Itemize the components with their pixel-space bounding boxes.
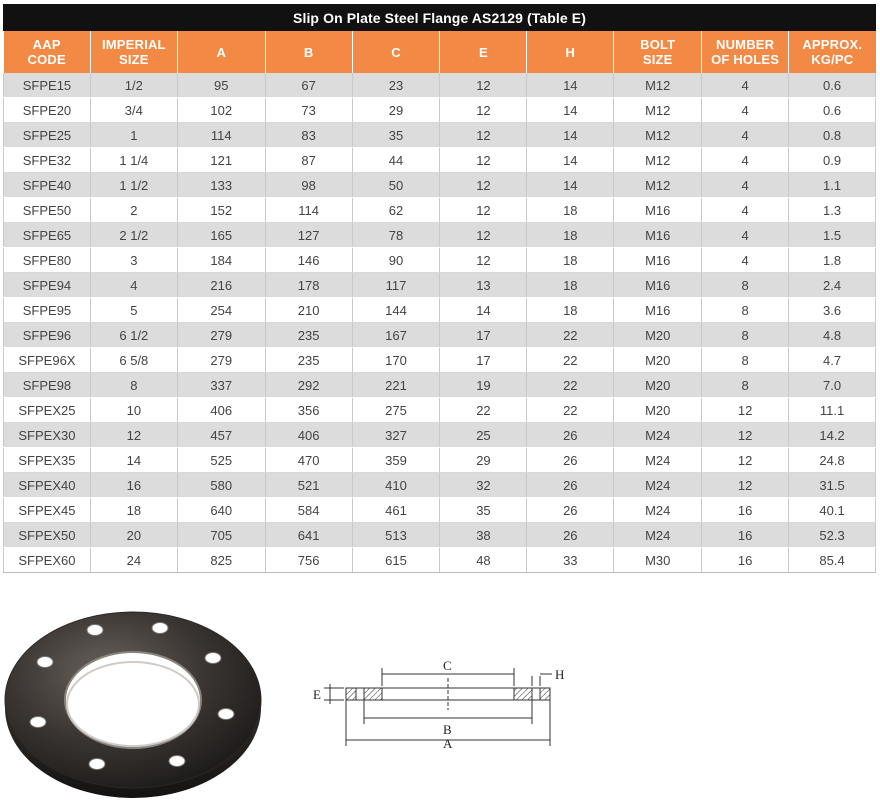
table-row xyxy=(4,498,876,523)
table-cell: 2 xyxy=(90,198,177,223)
table-cell: 16 xyxy=(90,473,177,498)
table-row xyxy=(4,348,876,373)
column-header-line: SIZE xyxy=(642,52,673,67)
table-cell: 18 xyxy=(527,248,614,273)
table-cell: 4 xyxy=(702,73,789,98)
table-cell: 73 xyxy=(265,98,352,123)
table-row xyxy=(4,448,876,473)
table-header xyxy=(4,31,876,73)
table-cell: 22 xyxy=(527,398,614,423)
table-cell: 1 1/4 xyxy=(90,148,177,173)
column-header-line: APPROX. xyxy=(802,37,863,52)
table-row xyxy=(4,123,876,148)
table-cell: 641 xyxy=(265,523,352,548)
table-cell: M30 xyxy=(614,548,702,573)
table-cell: SFPEX30 xyxy=(4,423,91,448)
column-header-line: BOLT xyxy=(640,37,676,52)
table-cell: SFPEX60 xyxy=(4,548,91,573)
table-cell: 184 xyxy=(177,248,265,273)
table-cell: 221 xyxy=(352,373,440,398)
table-cell: M12 xyxy=(614,123,702,148)
table-cell: 406 xyxy=(265,423,352,448)
table-cell: 102 xyxy=(177,98,265,123)
table-cell: 14 xyxy=(90,448,177,473)
table-cell: M24 xyxy=(614,423,702,448)
table-cell: 12 xyxy=(440,248,527,273)
dim-label-e: E xyxy=(313,687,321,702)
table-cell: 170 xyxy=(352,348,440,373)
table-cell: SFPEX40 xyxy=(4,473,91,498)
table-cell: 14 xyxy=(527,73,614,98)
table-cell: 12 xyxy=(90,423,177,448)
table-cell: 12 xyxy=(702,473,789,498)
table-cell: 1.8 xyxy=(789,248,876,273)
table-cell: 26 xyxy=(527,423,614,448)
header-row xyxy=(4,31,876,73)
table-cell: M12 xyxy=(614,73,702,98)
table-cell: 16 xyxy=(702,523,789,548)
table-cell: 4 xyxy=(702,223,789,248)
table-row xyxy=(4,523,876,548)
column-header-line: E xyxy=(478,44,488,60)
table-cell: 114 xyxy=(177,123,265,148)
table-cell: 13 xyxy=(440,273,527,298)
table-row xyxy=(4,473,876,498)
table-cell: M24 xyxy=(614,498,702,523)
table-cell: 24 xyxy=(90,548,177,573)
table-cell: 235 xyxy=(265,348,352,373)
table-cell: 4.7 xyxy=(789,348,876,373)
dim-label-b: B xyxy=(443,722,452,737)
table-cell: SFPE96X xyxy=(4,348,91,373)
table-cell: 12 xyxy=(440,223,527,248)
table-cell: 14 xyxy=(527,98,614,123)
table-cell: 279 xyxy=(177,323,265,348)
table-cell: 327 xyxy=(352,423,440,448)
table-cell: 279 xyxy=(177,348,265,373)
table-cell: 12 xyxy=(440,73,527,98)
table-cell: 67 xyxy=(265,73,352,98)
table-cell: SFPE20 xyxy=(4,98,91,123)
column-header xyxy=(90,31,177,73)
table-cell: 8 xyxy=(702,298,789,323)
table-cell: M12 xyxy=(614,98,702,123)
table-row xyxy=(4,98,876,123)
table-cell: 38 xyxy=(440,523,527,548)
table-cell: 5 xyxy=(90,298,177,323)
dim-label-a: A xyxy=(443,736,453,750)
table-cell: 580 xyxy=(177,473,265,498)
table-cell: SFPE50 xyxy=(4,198,91,223)
column-header xyxy=(352,31,440,73)
table-cell: 23 xyxy=(352,73,440,98)
table-cell: 35 xyxy=(440,498,527,523)
table-cell: M12 xyxy=(614,148,702,173)
table-cell: 114 xyxy=(265,198,352,223)
table-cell: 50 xyxy=(352,173,440,198)
table-cell: 85.4 xyxy=(789,548,876,573)
table-cell: SFPE96 xyxy=(4,323,91,348)
table-cell: 22 xyxy=(440,398,527,423)
table-cell: 14 xyxy=(527,123,614,148)
table-cell: 1 1/2 xyxy=(90,173,177,198)
table-cell: SFPE32 xyxy=(4,148,91,173)
column-header xyxy=(177,31,265,73)
table-cell: 825 xyxy=(177,548,265,573)
table-cell: M24 xyxy=(614,448,702,473)
table-cell: 2 1/2 xyxy=(90,223,177,248)
table-cell: 0.8 xyxy=(789,123,876,148)
table-cell: 356 xyxy=(265,398,352,423)
table-cell: SFPE15 xyxy=(4,73,91,98)
table-cell: 18 xyxy=(527,273,614,298)
table-cell: 16 xyxy=(702,548,789,573)
table-cell: 19 xyxy=(440,373,527,398)
table-cell: 62 xyxy=(352,198,440,223)
table-title: Slip On Plate Steel Flange AS2129 (Table E) xyxy=(3,4,876,31)
table-cell: 756 xyxy=(265,548,352,573)
dim-label-h: H xyxy=(555,667,565,682)
table-cell: M20 xyxy=(614,348,702,373)
table-cell: SFPEX35 xyxy=(4,448,91,473)
column-header-line: NUMBER xyxy=(715,37,775,52)
table-cell: M16 xyxy=(614,248,702,273)
table-cell: 26 xyxy=(527,498,614,523)
column-header xyxy=(614,31,702,73)
table-cell: 127 xyxy=(265,223,352,248)
table-cell: 146 xyxy=(265,248,352,273)
table-cell: 133 xyxy=(177,173,265,198)
table-cell: 35 xyxy=(352,123,440,148)
table-cell: 8 xyxy=(702,373,789,398)
table-cell: 1.5 xyxy=(789,223,876,248)
table-cell: 26 xyxy=(527,523,614,548)
table-body xyxy=(4,73,876,573)
table-row xyxy=(4,398,876,423)
table-cell: 14 xyxy=(527,148,614,173)
table-cell: M12 xyxy=(614,173,702,198)
flange-dimension-drawing xyxy=(300,650,580,750)
column-header-line: AAP xyxy=(32,37,61,52)
table-cell: 640 xyxy=(177,498,265,523)
table-cell: 1.1 xyxy=(789,173,876,198)
column-header-line: IMPERIAL xyxy=(101,37,166,52)
table-cell: 14 xyxy=(440,298,527,323)
table-cell: 31.5 xyxy=(789,473,876,498)
table-cell: 165 xyxy=(177,223,265,248)
table-row xyxy=(4,148,876,173)
table-cell: 6 5/8 xyxy=(90,348,177,373)
table-cell: 22 xyxy=(527,373,614,398)
column-header-line: SIZE xyxy=(118,52,149,67)
table-cell: 18 xyxy=(90,498,177,523)
table-cell: 29 xyxy=(352,98,440,123)
table-cell: 40.1 xyxy=(789,498,876,523)
table-cell: 12 xyxy=(440,148,527,173)
table-cell: 12 xyxy=(702,398,789,423)
table-cell: 26 xyxy=(527,448,614,473)
table-cell: 8 xyxy=(90,373,177,398)
table-row xyxy=(4,223,876,248)
table-cell: 12 xyxy=(702,423,789,448)
table-cell: M16 xyxy=(614,198,702,223)
column-header-line: C xyxy=(391,44,401,60)
table-cell: 521 xyxy=(265,473,352,498)
column-header xyxy=(789,31,876,73)
table-cell: 33 xyxy=(527,548,614,573)
table-cell: 12 xyxy=(702,448,789,473)
table-row xyxy=(4,298,876,323)
table-cell: 292 xyxy=(265,373,352,398)
table-cell: 470 xyxy=(265,448,352,473)
table-cell: 87 xyxy=(265,148,352,173)
table-cell: 12 xyxy=(440,173,527,198)
table-cell: M20 xyxy=(614,323,702,348)
table-cell: 615 xyxy=(352,548,440,573)
table-row xyxy=(4,373,876,398)
column-header-line: B xyxy=(303,44,314,60)
column-header-line: A xyxy=(216,44,227,60)
column-header xyxy=(265,31,352,73)
table-row xyxy=(4,173,876,198)
table-cell: 152 xyxy=(177,198,265,223)
table-cell: 20 xyxy=(90,523,177,548)
table-cell: 16 xyxy=(702,498,789,523)
dim-label-c: C xyxy=(443,658,452,673)
table-cell: 8 xyxy=(702,273,789,298)
table-cell: 0.6 xyxy=(789,73,876,98)
table-cell: 48 xyxy=(440,548,527,573)
table-cell: 12 xyxy=(440,198,527,223)
table-cell: 1 xyxy=(90,123,177,148)
column-header xyxy=(4,31,91,73)
table-cell: 4 xyxy=(702,123,789,148)
table-cell: 275 xyxy=(352,398,440,423)
table-cell: SFPE40 xyxy=(4,173,91,198)
table-cell: SFPE94 xyxy=(4,273,91,298)
table-row xyxy=(4,323,876,348)
flange-spec-table xyxy=(3,31,876,573)
table-cell: 406 xyxy=(177,398,265,423)
table-cell: 0.9 xyxy=(789,148,876,173)
table-cell: 117 xyxy=(352,273,440,298)
table-cell: 3.6 xyxy=(789,298,876,323)
table-cell: 98 xyxy=(265,173,352,198)
table-cell: 254 xyxy=(177,298,265,323)
table-cell: 461 xyxy=(352,498,440,523)
table-cell: 78 xyxy=(352,223,440,248)
table-cell: 4 xyxy=(702,173,789,198)
table-cell: 32 xyxy=(440,473,527,498)
table-cell: 52.3 xyxy=(789,523,876,548)
flange-photo xyxy=(0,596,266,804)
table-cell: 1.3 xyxy=(789,198,876,223)
table-row xyxy=(4,198,876,223)
table-cell: 210 xyxy=(265,298,352,323)
table-cell: 29 xyxy=(440,448,527,473)
column-header-line: H xyxy=(565,44,576,60)
table-cell: M16 xyxy=(614,298,702,323)
table-cell: M16 xyxy=(614,223,702,248)
table-cell: 513 xyxy=(352,523,440,548)
table-cell: 95 xyxy=(177,73,265,98)
table-cell: 4 xyxy=(702,98,789,123)
table-cell: 4.8 xyxy=(789,323,876,348)
table-cell: M16 xyxy=(614,273,702,298)
table-cell: 11.1 xyxy=(789,398,876,423)
table-cell: 10 xyxy=(90,398,177,423)
table-cell: 17 xyxy=(440,348,527,373)
table-row xyxy=(4,273,876,298)
table-cell: M24 xyxy=(614,523,702,548)
column-header-line: KG/PC xyxy=(811,52,854,67)
table-cell: M20 xyxy=(614,373,702,398)
column-header-line: OF HOLES xyxy=(711,52,780,67)
column-header-line: CODE xyxy=(27,52,66,67)
table-cell: 6 1/2 xyxy=(90,323,177,348)
table-cell: SFPE80 xyxy=(4,248,91,273)
table-cell: 178 xyxy=(265,273,352,298)
table-cell: 26 xyxy=(527,473,614,498)
table-cell: SFPE98 xyxy=(4,373,91,398)
table-cell: M24 xyxy=(614,473,702,498)
table-cell: 8 xyxy=(702,323,789,348)
table-cell: 44 xyxy=(352,148,440,173)
table-cell: SFPEX45 xyxy=(4,498,91,523)
table-cell: 4 xyxy=(702,248,789,273)
table-cell: 337 xyxy=(177,373,265,398)
table-cell: 359 xyxy=(352,448,440,473)
table-cell: 22 xyxy=(527,323,614,348)
table-cell: 410 xyxy=(352,473,440,498)
table-cell: SFPE65 xyxy=(4,223,91,248)
table-cell: 24.8 xyxy=(789,448,876,473)
table-cell: 2.4 xyxy=(789,273,876,298)
table-cell: 121 xyxy=(177,148,265,173)
table-cell: 235 xyxy=(265,323,352,348)
table-cell: 216 xyxy=(177,273,265,298)
table-cell: 457 xyxy=(177,423,265,448)
table-cell: 83 xyxy=(265,123,352,148)
column-header xyxy=(440,31,527,73)
table-cell: SFPEX50 xyxy=(4,523,91,548)
table-cell: 584 xyxy=(265,498,352,523)
column-header xyxy=(527,31,614,73)
table-cell: SFPE25 xyxy=(4,123,91,148)
table-cell: M20 xyxy=(614,398,702,423)
table-cell: 22 xyxy=(527,348,614,373)
table-cell: 14.2 xyxy=(789,423,876,448)
table-cell: 4 xyxy=(702,198,789,223)
table-cell: 17 xyxy=(440,323,527,348)
table-cell: 90 xyxy=(352,248,440,273)
table-cell: 4 xyxy=(702,148,789,173)
table-cell: 1/2 xyxy=(90,73,177,98)
table-cell: 12 xyxy=(440,123,527,148)
table-cell: 3 xyxy=(90,248,177,273)
table-cell: 18 xyxy=(527,298,614,323)
table-cell: 0.6 xyxy=(789,98,876,123)
table-cell: 18 xyxy=(527,198,614,223)
table-cell: 25 xyxy=(440,423,527,448)
table-cell: SFPE95 xyxy=(4,298,91,323)
table-cell: 167 xyxy=(352,323,440,348)
table-cell: 12 xyxy=(440,98,527,123)
table-cell: 8 xyxy=(702,348,789,373)
table-row xyxy=(4,73,876,98)
table-row xyxy=(4,248,876,273)
table-cell: 7.0 xyxy=(789,373,876,398)
table-row xyxy=(4,423,876,448)
table-cell: 4 xyxy=(90,273,177,298)
table-cell: 705 xyxy=(177,523,265,548)
table-cell: 14 xyxy=(527,173,614,198)
table-cell: 525 xyxy=(177,448,265,473)
table-row xyxy=(4,548,876,573)
table-cell: 3/4 xyxy=(90,98,177,123)
table-cell: 18 xyxy=(527,223,614,248)
table-cell: SFPEX25 xyxy=(4,398,91,423)
table-cell: 144 xyxy=(352,298,440,323)
column-header xyxy=(702,31,789,73)
